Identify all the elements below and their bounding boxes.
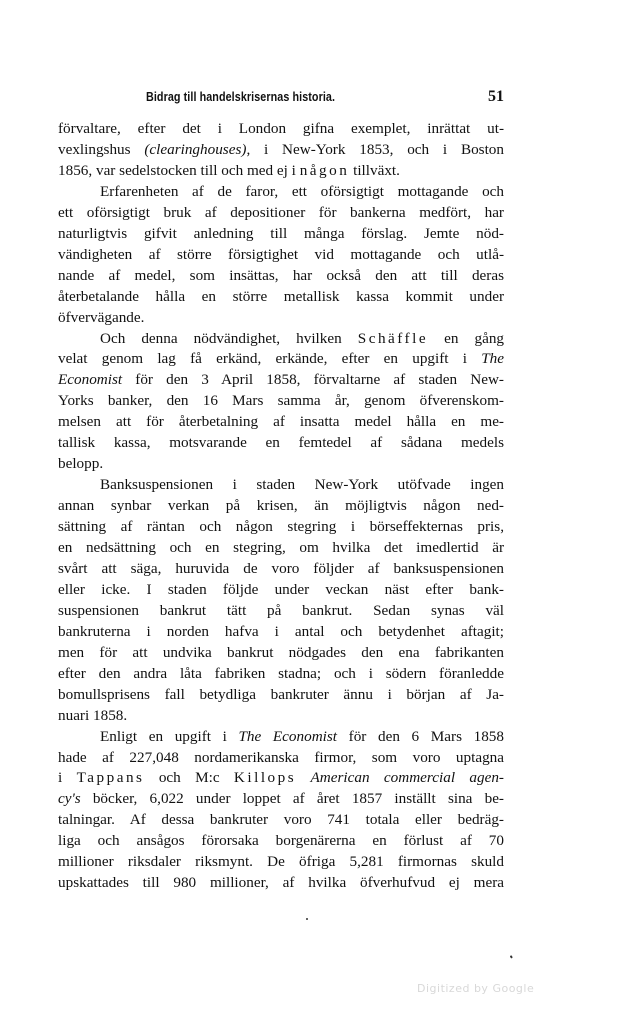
digitization-watermark: Digitized by Google xyxy=(417,982,535,995)
text-line: annan synbar verkan på krisen, än möjligtvis någon ned- xyxy=(58,497,504,515)
text-line: Yorks banker, den 16 Mars samma år, genom öfverenskom- xyxy=(58,392,504,410)
text-line: Enligt en upgift i The Economist för den 6 Mars 1858 xyxy=(100,727,504,745)
text-line: nuari 1858. xyxy=(58,706,128,724)
scan-speck xyxy=(510,955,513,958)
text-line: 1856, var sedelstocken till och med ej i någon tillväxt. xyxy=(58,161,400,179)
text-line: en nedsättning och en stegring, om hvilka det imedlertid är xyxy=(58,539,504,556)
text-line: talningar. Af dessa bankruter voro 741 totala eller bedräg- xyxy=(58,811,504,829)
text-line: vändigheten af större försigtighet vid mottagande och utlå- xyxy=(58,245,504,263)
text-line: liga och ansågos förorsaka borgenärerna en förlust af 70 xyxy=(58,832,504,850)
text-line: nande af medel, som insättas, har också den att till deras xyxy=(58,266,504,284)
text-line: Banksuspensionen i staden New-York utöfvade ingen xyxy=(100,476,504,494)
text-line: återbetalande hålla en större metallisk kassa kommit under xyxy=(58,287,504,305)
text-line: efter den andra låta fabriken stadna; och i södern föranledde xyxy=(58,664,504,682)
text-line: bomullsprisens fall betydliga bankruter ännu i början af Ja- xyxy=(58,685,504,703)
text-line: suspensionen bankrut tätt på bankrut. Sedan synas väl xyxy=(58,601,504,619)
text-line: sättning af räntan och någon stegring i börseffekternas pris, xyxy=(58,518,504,536)
page-header xyxy=(58,88,504,108)
text-line: eller icke. I staden följde under veckan näst efter bank- xyxy=(58,580,504,598)
text-line: millioner riksdaler riksmynt. De öfriga 5,281 firmornas skuld xyxy=(58,853,504,871)
text-line: men för att undvika bankrut nödgades den ena fabrikanten xyxy=(58,643,504,661)
running-title: Bidrag till handelskrisernas historia. xyxy=(146,90,336,104)
text-line: cy's böcker, 6,022 under loppet af året 1857 inställt sina be- xyxy=(58,790,504,808)
text-line: naturligtvis gifvit anledning till många förslag. Jemte nöd- xyxy=(58,224,504,242)
text-line: öfvervägande. xyxy=(58,308,145,326)
text-line: Erfarenheten af de faror, ett oförsigtigt mottagande och xyxy=(100,182,504,200)
text-line: Och denna nödvändighet, hvilken Schäffle en gång xyxy=(100,329,505,347)
text-line: hade af 227,048 nordamerikanska firmor, som voro uptagna xyxy=(58,748,504,766)
text-line: bankruterna i norden hafva i antal och betydenhet aftagit; xyxy=(58,622,504,640)
text-line: Economist för den 3 April 1858, förvaltarne af staden New- xyxy=(58,371,504,389)
text-line: tallisk kassa, motsvarande en femtedel af sådana medels xyxy=(58,434,504,452)
page-number: 51 xyxy=(488,88,504,105)
text-line: förvaltare, efter det i London gifna exemplet, inrättat ut- xyxy=(58,120,504,137)
scan-speck xyxy=(306,918,308,920)
text-line: upskattades till 980 millioner, af hvilka öfverhufvud ej mera xyxy=(58,874,504,892)
text-line: belopp. xyxy=(58,455,104,473)
text-line: svårt att säga, huruvida de voro följder af banksuspensionen xyxy=(58,559,504,577)
text-line: velat genom lag få erkänd, erkände, efter en upgift i The xyxy=(58,350,504,368)
text-line: ett oförsigtigt bruk af depositioner för bankerna medfört, har xyxy=(58,203,504,221)
text-line: vexlingshus (clearinghouses), i New-York 1853, och i Boston xyxy=(58,140,504,158)
text-line: i Tappans och M:c Killops American commercial agen- xyxy=(58,769,504,787)
text-line: melsen att för återbetalning af insatta medel hålla en me- xyxy=(58,413,504,431)
